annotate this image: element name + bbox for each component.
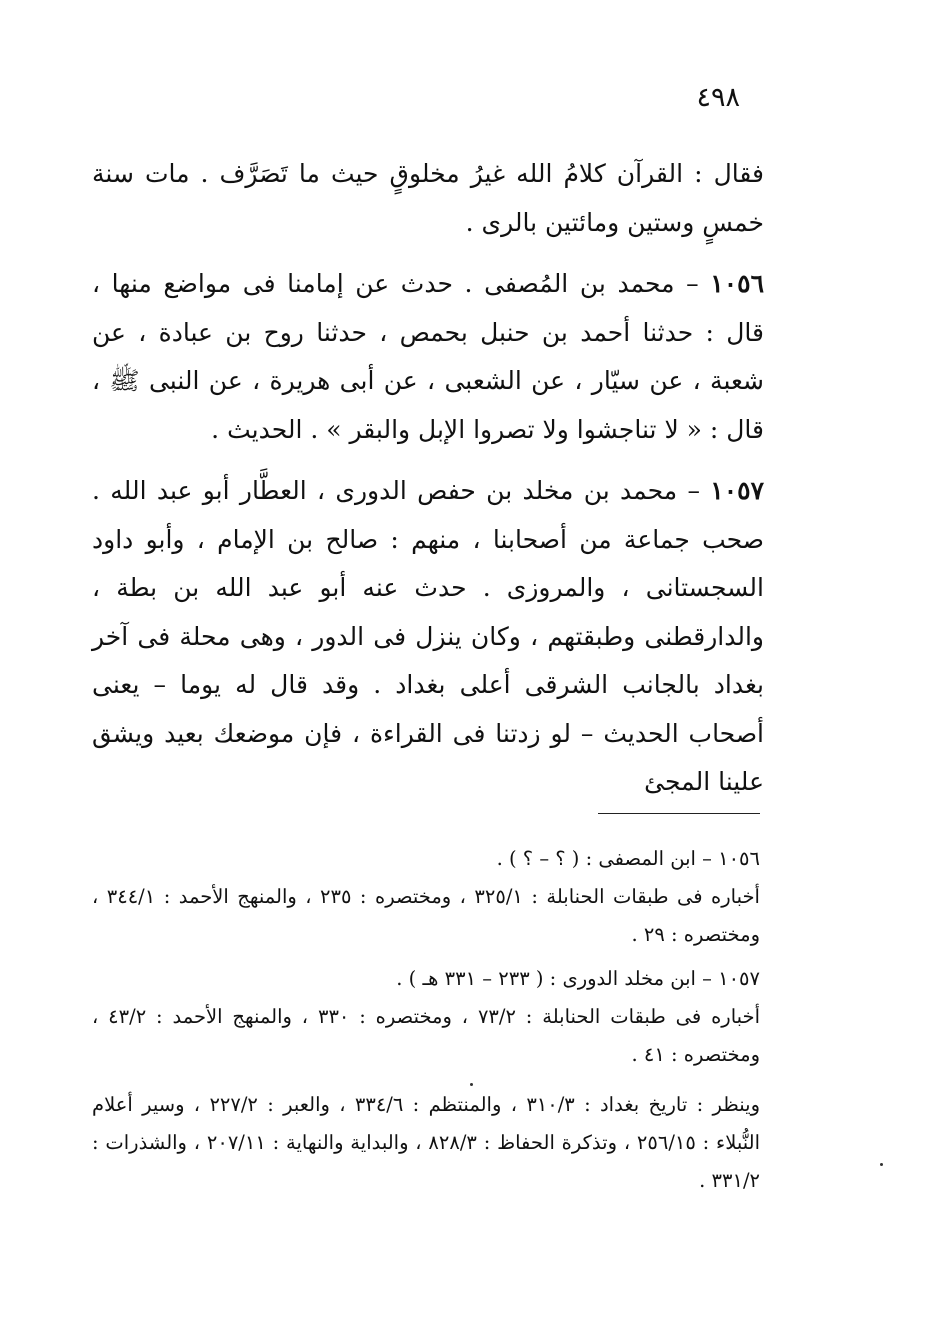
entry-1056 — [92, 260, 764, 454]
footnotes — [92, 840, 760, 1200]
entry-number: ١٠٥٦ — [710, 269, 764, 298]
entry-text: – محمد بن مخلد بن حفص الدورى ، العطَّار أبو عبد الله . صحب جماعة من أصحابنا ، منهم : صالح بن الإمام ، وأبو داود السجستانى ، والمروزى . حدث عنه أبو عبد الله بن بطة ، والدارقطنى وطبقتهم ، وكان ينزل فى الدور ، وهى محلة فى آخر بغداد بالجانب الشرقى أعلى بغداد . وقد قال له يوما – يعنى أصحاب الحديث – لو زدتنا فى القراءة ، فإن موضعك بعيد ويشق علينا المجئ — [92, 476, 764, 796]
page-number: ٤٩٨ — [696, 82, 740, 113]
paragraph-text: فقال : القرآن كلامُ الله غيرُ مخلوقٍ حيث ما تَصَرَّف . مات سنة خمسٍ وستين ومائتين بالرى . — [92, 159, 764, 237]
entry-text: – محمد بن المُصفى . حدث عن إمامنا فى مواضع منها ، قال : حدثنا أحمد بن حنبل بحمص ، حدثنا روح بن عبادة ، عن شعبة ، عن سيّار ، عن الشعبى ، عن أبى هريرة ، عن النبى ﷺ ، قال : « لا تناجشوا ولا تصروا الإبل والبقر » . الحديث . — [92, 269, 764, 444]
footnote-1057-heading: ١٠٥٧ – ابن مخلد الدورى : ( ٢٣٣ – ٣٣١ هـ ) . — [396, 967, 760, 990]
footnote-1056-heading: ١٠٥٦ – ابن المصفى : ( ؟ – ؟ ) . — [496, 847, 760, 870]
stray-dot — [880, 1163, 883, 1166]
paragraph-continuation — [92, 150, 764, 247]
footnote-1056-sources: أخباره فى طبقات الحنابلة : ٣٢٥/١ ، ومختصره : ٢٣٥ ، والمنهج الأحمد : ٣٤٤/١ ، ومختصره : ٢٩ . — [92, 885, 760, 946]
footnote-1057-sources: أخباره فى طبقات الحنابلة : ٧٣/٢ ، ومختصره : ٣٣٠ ، والمنهج الأحمد : ٤٣/٢ ، ومختصره : ٤١ . — [92, 1005, 761, 1066]
entry-number: ١٠٥٧ — [710, 476, 764, 505]
main-text — [92, 150, 764, 807]
footnote-1057-references: وينظر : تاريخ بغداد : ٣١٠/٣ ، والمنتظم : ٣٣٤/٦ ، والعبر : ٢٢٧/٢ ، وسير أعلام النُّبلاء : ٢٥٦/١٥ ، وتذكرة الحفاظ : ٨٢٨/٣ ، والبداية والنهاية : ٢٠٧/١١ ، والشذرات : ٣٣١/٢ . — [92, 1093, 760, 1192]
footnote-separator — [598, 813, 760, 814]
entry-1057 — [92, 467, 764, 807]
stray-dot — [470, 1083, 473, 1086]
